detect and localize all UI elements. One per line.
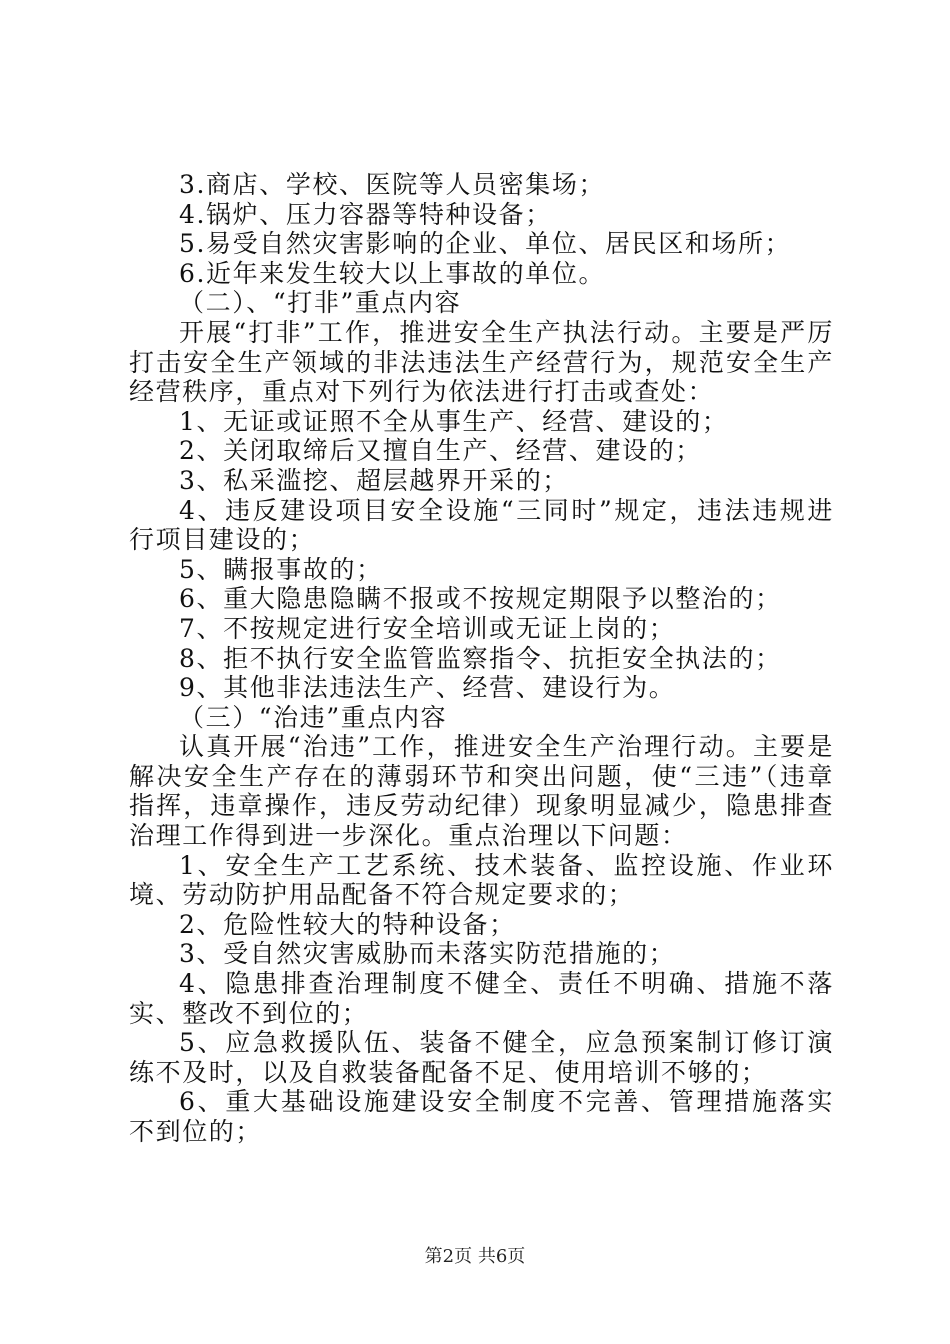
- paragraph: 6.近年来发生较大以上事故的单位。: [179, 258, 606, 288]
- list-item: 4、隐患排查治理制度不健全、责任不明确、措施不落实、整改不到位的；: [129, 969, 834, 1028]
- page-number: 第2页 共6页: [424, 1246, 526, 1267]
- list-item: 5、瞒报事故的；: [179, 554, 383, 584]
- list-item: 2、危险性较大的特种设备；: [179, 909, 516, 939]
- list-item: 3、受自然灾害威胁而未落实防范措施的；: [179, 939, 676, 969]
- list-item: 2、关闭取缔后又擅自生产、经营、建设的；: [179, 436, 702, 466]
- paragraph: 开展“打非”工作，推进安全生产执法行动。主要是严厉打击安全生产领域的非法违法生产经营行为，规范安全生产经营秩序，重点对下列行为依法进行打击或查处：: [129, 317, 834, 407]
- paragraph: 4.锅炉、压力容器等特种设备；: [179, 199, 552, 229]
- list-item: 9、其他非法违法生产、经营、建设行为。: [179, 673, 676, 703]
- list-item: 7、不按规定进行安全培训或无证上岗的；: [179, 613, 676, 643]
- list-item: 6、重大隐患隐瞒不报或不按规定期限予以整治的；: [179, 584, 782, 614]
- list-item: 3、私采滥挖、超层越界开采的；: [179, 465, 569, 495]
- list-item: 5、应急救援队伍、装备不健全，应急预案制订修订演练不及时，以及自救装备配备不足、使用培训不够的；: [129, 1028, 834, 1087]
- section-heading: （二）、“打非”重点内容: [179, 288, 462, 318]
- section-heading: （三）“治违”重点内容: [179, 702, 448, 732]
- list-item: 1、无证或证照不全从事生产、经营、建设的；: [179, 406, 729, 436]
- list-item: 8、拒不执行安全监管监察指令、抗拒安全执法的；: [179, 643, 782, 673]
- list-item: 6、重大基础设施建设安全制度不完善、管理措施落实不到位的；: [129, 1087, 834, 1146]
- list-item: 1、安全生产工艺系统、技术装备、监控设施、作业环境、劳动防护用品配备不符合规定要求的；: [129, 850, 834, 910]
- paragraph: 5.易受自然灾害影响的企业、单位、居民区和场所；: [179, 229, 792, 259]
- list-item: 4、违反建设项目安全设施“三同时”规定，违法违规进行项目建设的；: [129, 495, 834, 555]
- paragraph: 认真开展“治违”工作，推进安全生产治理行动。主要是解决安全生产存在的薄弱环节和突出问题，使“三违”（违章指挥，违章操作，违反劳动纪律）现象明显减少，隐患排查治理工作得到进一步深化。重点治理以下问题：: [129, 732, 834, 851]
- document-body: [129, 170, 834, 1147]
- paragraph: 3.商店、学校、医院等人员密集场；: [179, 170, 606, 199]
